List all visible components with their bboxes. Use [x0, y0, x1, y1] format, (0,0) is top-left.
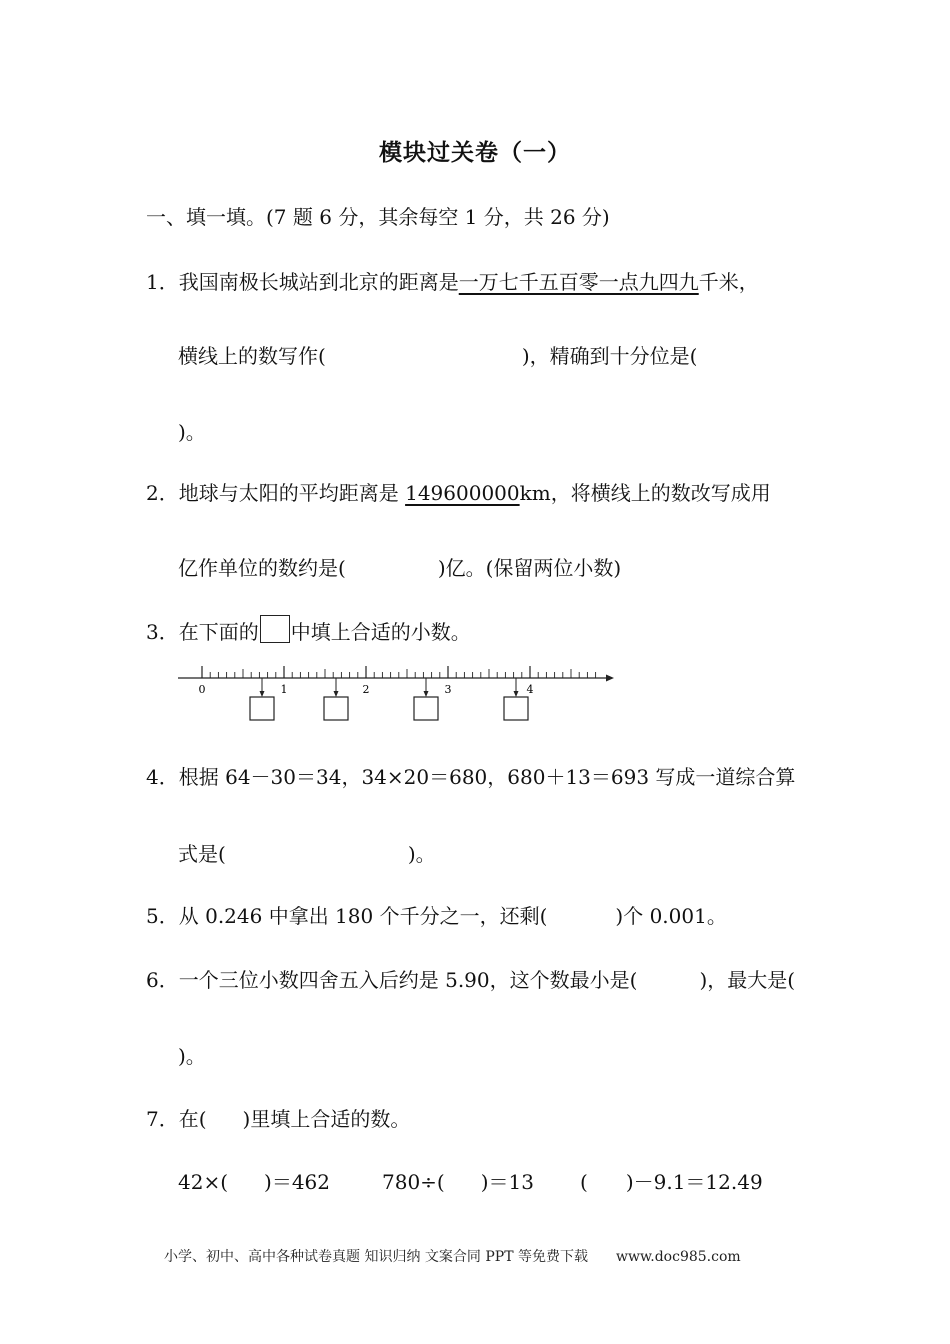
- answer-box[interactable]: [414, 697, 438, 720]
- equation-part: )－9.1＝12.49: [625, 1170, 763, 1194]
- question-number: 5．: [146, 904, 179, 928]
- question-3: [146, 615, 471, 646]
- question-text: 从 0.246 中拿出 180 个千分之一，还剩(: [178, 904, 548, 928]
- answer-box-icon: [260, 615, 290, 643]
- question-text: 地球与太阳的平均距离是: [178, 481, 406, 505]
- answer-box[interactable]: [250, 697, 274, 720]
- answer-prefix: 横线上的数写作(: [178, 344, 326, 368]
- underlined-number: 149600000: [405, 481, 520, 505]
- question-1-line-3: )。: [178, 420, 206, 444]
- tick-label: 3: [444, 683, 452, 696]
- question-number: 2．: [146, 481, 179, 505]
- question-text: )，最大是(: [699, 968, 796, 992]
- underlined-number-words: 一万七千五百零一点九四九: [458, 270, 699, 294]
- answer-suffix: )亿。(保留两位小数): [437, 556, 622, 580]
- footer-text: 小学、初中、高中各种试卷真题 知识归纳 文案合同 PPT 等免费下载: [164, 1249, 588, 1265]
- section-heading: 一、填一填。(7 题 6 分，其余每空 1 分，共 26 分): [146, 205, 610, 229]
- tick-label: 2: [362, 683, 370, 696]
- equation-part: 780÷(: [382, 1170, 445, 1194]
- question-text: 在下面的: [178, 620, 259, 644]
- question-1-line-2: [178, 342, 697, 370]
- page-footer: [164, 1246, 741, 1266]
- question-text: )个 0.001。: [615, 904, 727, 928]
- number-line: [170, 660, 630, 726]
- question-6-line-2: )。: [178, 1044, 206, 1068]
- equation-part: )＝462: [264, 1170, 330, 1194]
- arrow-down-icon: [424, 691, 429, 697]
- question-number: 4．: [146, 765, 179, 789]
- tick-label: 4: [526, 683, 534, 696]
- answer-box[interactable]: [324, 697, 348, 720]
- question-text: 根据 64－30＝34，34×20＝680，680＋13＝693 写成一道综合算: [178, 765, 796, 789]
- question-text: 中填上合适的小数。: [290, 620, 471, 644]
- question-text: 千米，: [698, 270, 759, 294]
- question-number: 1．: [146, 270, 179, 294]
- question-4: [146, 763, 795, 791]
- arrow-right-icon: [606, 675, 614, 682]
- answer-prefix: 亿作单位的数约是(: [178, 556, 346, 580]
- question-text: 在(: [178, 1107, 207, 1131]
- question-text: 一个三位小数四舍五入后约是 5.90，这个数最小是(: [178, 968, 638, 992]
- answer-suffix: )。: [407, 842, 436, 866]
- pointer-arrows: [260, 678, 519, 697]
- answer-suffix: )，精确到十分位是(: [521, 344, 698, 368]
- question-2: [146, 479, 771, 507]
- arrow-down-icon: [334, 691, 339, 697]
- question-text: )里填上合适的数。: [242, 1107, 411, 1131]
- page-title: 模块过关卷（一）: [379, 140, 571, 166]
- equation-part: (: [580, 1170, 588, 1194]
- footer-url[interactable]: www.doc985.com: [615, 1249, 741, 1265]
- arrow-down-icon: [260, 691, 265, 697]
- question-text: km，将横线上的数改写成用: [519, 481, 771, 505]
- question-4-line-2: [178, 840, 436, 868]
- question-text: 我国南极长城站到北京的距离是: [178, 270, 459, 294]
- equation-part: )＝13: [480, 1170, 534, 1194]
- answer-prefix: 式是(: [178, 842, 226, 866]
- number-line-ticks: [202, 666, 596, 678]
- question-5: [146, 902, 727, 930]
- tick-label: 0: [198, 683, 206, 696]
- tick-label: 1: [280, 683, 288, 696]
- question-7-equation-3: [580, 1168, 763, 1196]
- question-1: [146, 268, 759, 296]
- answer-box[interactable]: [504, 697, 528, 720]
- equation-part: 42×(: [178, 1170, 229, 1194]
- question-number: 3．: [146, 620, 179, 644]
- question-7: [146, 1105, 410, 1133]
- question-7-equation-2: [382, 1168, 534, 1196]
- question-2-line-2: [178, 554, 621, 582]
- question-number: 7．: [146, 1107, 179, 1131]
- question-number: 6．: [146, 968, 179, 992]
- question-6: [146, 966, 795, 994]
- arrow-down-icon: [514, 691, 519, 697]
- question-7-equation-1: [178, 1168, 330, 1196]
